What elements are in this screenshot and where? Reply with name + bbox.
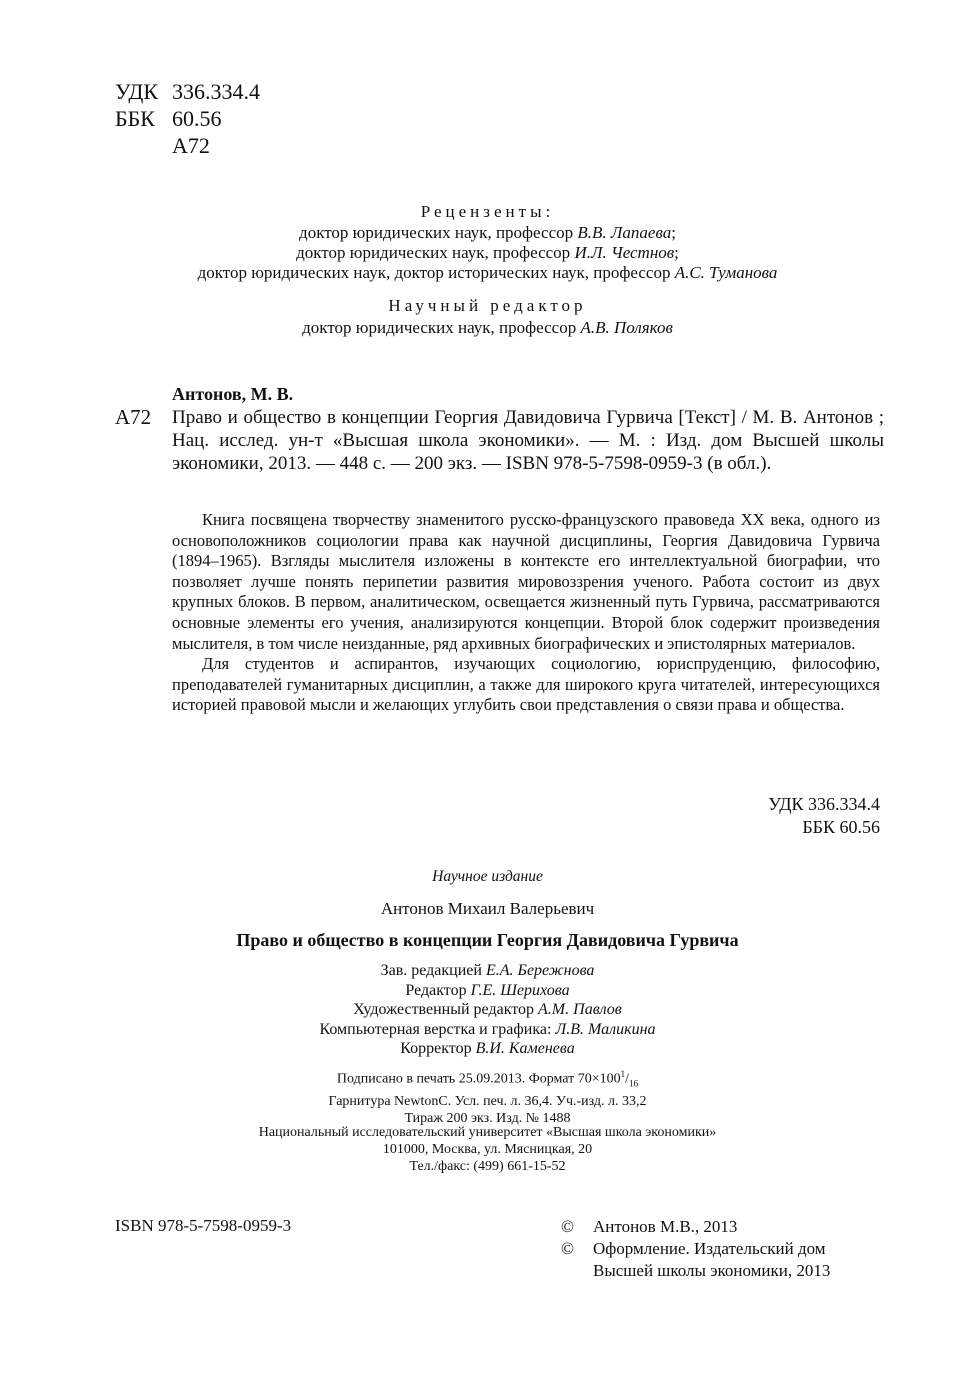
publisher-name: Национальный исследовательский университет «Высшая школа экономики» [258, 1125, 717, 1140]
reviewer-suffix: ; [674, 243, 679, 262]
format-numerator: 1 [620, 1069, 626, 1079]
staff-name: Е.А. Бережнова [485, 962, 595, 979]
print-line-format [0, 1066, 975, 1093]
abstract-paragraph: Книга посвящена творчеству знаменитого русско-французского правоведа XX века, одного из основоположников социологии права как научной дисциплины, Георгия Давидовича Гурвича (1894–1965). Взгляды мыслителя изложены в контексте его интеллектуальной биографии, что позволяет лучше понять перипетии развития мировоззрения ученого. Работа состоит из двух крупных блоков. В первом, аналитическом, освещается жизненный путь Гурвича, рассматриваются основные элементы его учения, анализируются концепции. Второй блок содержит произведения мыслителя, в том числе неизданные, ряд архивных биографических и эпистолярных материалов. [172, 510, 880, 653]
copyright-block [561, 1216, 830, 1282]
reviewer-line [0, 223, 975, 243]
record-mark: А72 [115, 405, 152, 429]
scientific-editor-line [0, 318, 975, 338]
staff-name: Г.Е. Шерихова [470, 981, 570, 999]
reviewer-name: В.В. Лапаева [577, 223, 672, 242]
reviewer-prefix: доктор юридических наук, профессор [299, 223, 578, 242]
copyright-icon: © [561, 1217, 574, 1236]
reviewer-line [0, 263, 975, 283]
udk-label: УДК [115, 79, 159, 104]
staff-role: Зав. редакцией [380, 962, 486, 979]
staff-role: Корректор [400, 1040, 476, 1058]
edition-type: Научное издание [432, 868, 543, 885]
record-description: Право и общество в концепции Георгия Давидовича Гурвича [Текст] / М. В. Антонов ; Нац. исслед. ун-т «Высшая школа экономики». — М. : Изд. дом Высшей школы экономики, 2013. — 448 с. — 200 экз. — ISBN 978-5-7598-0959-3 (в обл.). [172, 407, 884, 474]
publisher-phone: Тел./факс: (499) 661-15-52 [409, 1159, 566, 1175]
staff-list [0, 961, 975, 1059]
record-author: Антонов, М. В. [172, 384, 294, 404]
classification-right [768, 793, 880, 839]
reviewer-name: А.С. Туманова [674, 263, 778, 282]
format-denominator: 16 [629, 1078, 639, 1089]
scientific-editor-name: А.В. Поляков [580, 318, 673, 337]
udk-row [115, 78, 260, 105]
imprint-title: Право и общество в концепции Георгия Давидовича Гурвича [236, 930, 739, 950]
copyright-design-continued: Высшей школы экономики, 2013 [593, 1261, 831, 1280]
udk-right: УДК 336.334.4 [768, 794, 880, 814]
staff-name: Л.В. Маликина [555, 1020, 656, 1038]
staff-row [0, 961, 975, 981]
staff-row [0, 1000, 975, 1020]
print-line-typeface: Гарнитура NewtonC. Усл. печ. л. 36,4. Уч.-изд. л. 33,2 [328, 1093, 647, 1109]
copyright-row [561, 1216, 830, 1238]
copyright-author: Антонов М.В., 2013 [593, 1217, 738, 1236]
copyright-row [561, 1238, 830, 1260]
format-text: Подписано в печать 25.09.2013. Формат 70×100 [336, 1071, 621, 1087]
scientific-editor-prefix: доктор юридических наук, профессор [302, 318, 581, 337]
classification-block [115, 78, 260, 159]
copyright-icon: © [561, 1239, 574, 1258]
staff-row [0, 1039, 975, 1059]
reviewer-name: И.Л. Честнов [574, 243, 675, 262]
bbk-right: ББК 60.56 [802, 817, 880, 837]
staff-role: Редактор [405, 981, 471, 999]
reviewers-heading: Рецензенты: [420, 202, 555, 221]
abstract-paragraph: Для студентов и аспирантов, изучающих социологию, юриспруденцию, философию, преподавателей гуманитарных дисциплин, а также для широкого круга читателей, интересующихся историей правовой мысли и желающих углубить свои представления о связи права и общества. [172, 654, 880, 715]
staff-row [0, 1020, 975, 1040]
reviewer-prefix: доктор юридических наук, доктор исторических наук, профессор [197, 263, 675, 282]
bbk-value: 60.56 [172, 106, 222, 131]
scientific-editor-heading: Научный редактор [388, 296, 587, 315]
staff-name: А.М. Павлов [538, 1001, 622, 1019]
format-slash: / [625, 1071, 630, 1087]
publisher-address: 101000, Москва, ул. Мясницкая, 20 [382, 1142, 593, 1158]
reviewer-line [0, 243, 975, 263]
reviewer-suffix: ; [671, 223, 676, 242]
print-line-circulation: Тираж 200 экз. Изд. № 1488 [404, 1111, 571, 1127]
author-mark: А72 [172, 133, 210, 158]
bbk-label: ББК [115, 106, 155, 131]
staff-row [0, 981, 975, 1001]
staff-role: Компьютерная верстка и графика: [319, 1020, 556, 1038]
bbk-row [115, 105, 260, 132]
staff-name: В.И. Каменева [475, 1040, 575, 1058]
abstract [172, 510, 880, 716]
staff-role: Художественный редактор [353, 1001, 539, 1019]
udk-value: 336.334.4 [172, 79, 260, 104]
print-info [0, 1066, 975, 1127]
isbn: ISBN 978-5-7598-0959-3 [115, 1216, 292, 1235]
publisher-info [0, 1124, 975, 1176]
reviewer-prefix: доктор юридических наук, профессор [296, 243, 575, 262]
copyright-design: Оформление. Издательский дом [593, 1239, 826, 1258]
imprint-author: Антонов Михаил Валерьевич [380, 899, 595, 918]
